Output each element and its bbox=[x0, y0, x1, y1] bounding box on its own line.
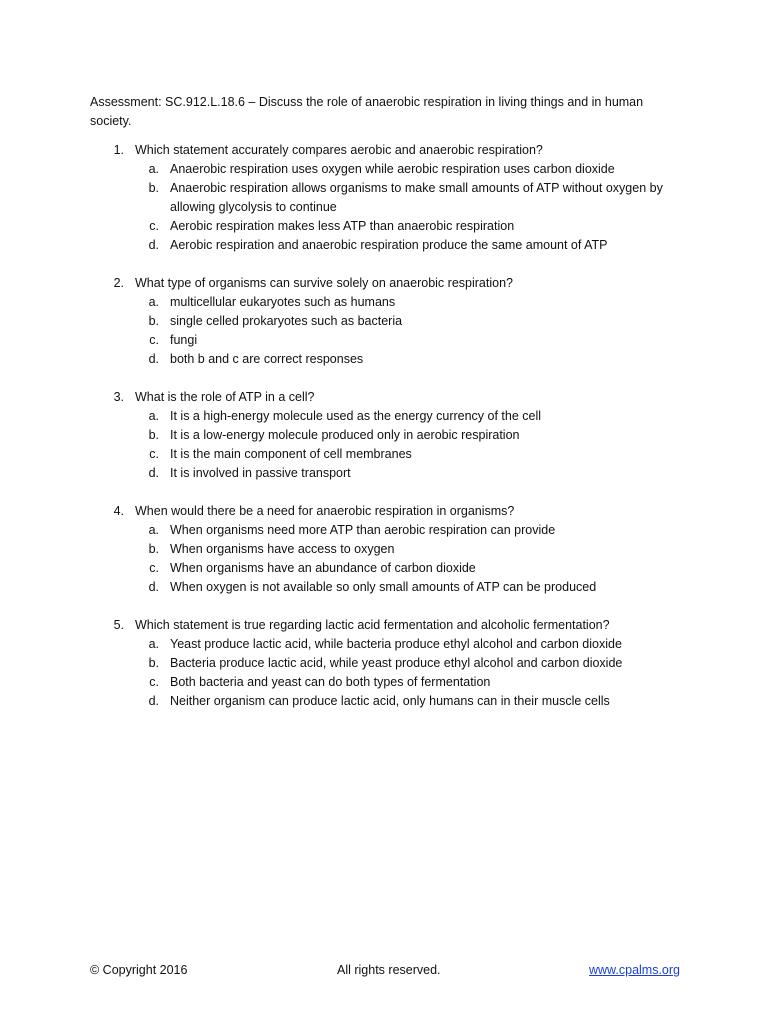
option-d bbox=[90, 464, 690, 483]
option-list bbox=[90, 160, 690, 255]
option-text: When organisms have an abundance of carbon dioxide bbox=[170, 561, 476, 575]
question-number: 4. bbox=[113, 504, 124, 518]
question-number: 1. bbox=[113, 143, 124, 157]
option-b bbox=[90, 654, 690, 673]
website-link[interactable]: www.cpalms.org bbox=[589, 963, 680, 977]
option-d bbox=[90, 578, 690, 597]
option-letter: d. bbox=[148, 580, 159, 594]
option-letter: a. bbox=[148, 523, 159, 537]
question-2 bbox=[90, 274, 690, 369]
option-list bbox=[90, 521, 690, 597]
option-list bbox=[90, 635, 690, 711]
option-letter: a. bbox=[148, 637, 159, 651]
option-letter: c. bbox=[149, 219, 159, 233]
option-a bbox=[90, 160, 690, 179]
option-text: Anaerobic respiration uses oxygen while aerobic respiration uses carbon dioxide bbox=[170, 162, 615, 176]
option-list bbox=[90, 407, 690, 483]
option-c bbox=[90, 331, 690, 350]
option-letter: b. bbox=[148, 656, 159, 670]
option-letter: b. bbox=[148, 542, 159, 556]
option-letter: d. bbox=[148, 466, 159, 480]
option-list bbox=[90, 293, 690, 369]
option-b bbox=[90, 426, 690, 445]
option-text: When oxygen is not available so only small amounts of ATP can be produced bbox=[170, 580, 597, 594]
question-1 bbox=[90, 141, 690, 255]
option-text: When organisms need more ATP than aerobic respiration can provide bbox=[170, 523, 556, 537]
option-text: fungi bbox=[170, 333, 198, 347]
option-c bbox=[90, 217, 690, 236]
option-letter: b. bbox=[148, 428, 159, 442]
option-text: It is a high-energy molecule used as the energy currency of the cell bbox=[170, 409, 542, 423]
question-number: 2. bbox=[113, 276, 124, 290]
option-text: Bacteria produce lactic acid, while yeast produce ethyl alcohol and carbon dioxide bbox=[170, 656, 623, 670]
option-a bbox=[90, 635, 690, 654]
option-a bbox=[90, 521, 690, 540]
option-c bbox=[90, 673, 690, 692]
option-letter: d. bbox=[148, 238, 159, 252]
question-text: Which statement accurately compares aerobic and anaerobic respiration? bbox=[135, 143, 543, 157]
option-text: It is involved in passive transport bbox=[170, 466, 351, 480]
option-a bbox=[90, 407, 690, 426]
option-text: multicellular eukaryotes such as humans bbox=[170, 295, 396, 309]
option-letter: c. bbox=[149, 447, 159, 461]
option-text: Aerobic respiration and anaerobic respiration produce the same amount of ATP bbox=[170, 238, 608, 252]
option-d bbox=[90, 236, 690, 255]
question-number: 3. bbox=[113, 390, 124, 404]
option-text: Anaerobic respiration allows organisms to make small amounts of ATP without oxygen by allowing glycolysis to continue bbox=[170, 181, 663, 214]
option-text: Yeast produce lactic acid, while bacteria produce ethyl alcohol and carbon dioxide bbox=[170, 637, 622, 651]
option-b bbox=[90, 179, 690, 217]
question-3 bbox=[90, 388, 690, 483]
question-number: 5. bbox=[113, 618, 124, 632]
question-4 bbox=[90, 502, 690, 597]
option-letter: d. bbox=[148, 352, 159, 366]
option-b bbox=[90, 540, 690, 559]
option-letter: c. bbox=[149, 333, 159, 347]
option-letter: a. bbox=[148, 162, 159, 176]
option-letter: b. bbox=[148, 314, 159, 328]
option-d bbox=[90, 692, 690, 711]
option-d bbox=[90, 350, 690, 369]
option-letter: d. bbox=[148, 694, 159, 708]
question-text: What is the role of ATP in a cell? bbox=[135, 390, 315, 404]
option-letter: c. bbox=[149, 675, 159, 689]
option-c bbox=[90, 445, 690, 464]
option-text: Neither organism can produce lactic acid, only humans can in their muscle cells bbox=[170, 694, 610, 708]
copyright-text: © Copyright 2016 bbox=[90, 963, 188, 977]
question-list bbox=[90, 141, 690, 730]
option-text: It is a low-energy molecule produced only in aerobic respiration bbox=[170, 428, 520, 442]
option-text: When organisms have access to oxygen bbox=[170, 542, 395, 556]
option-b bbox=[90, 312, 690, 331]
option-text: both b and c are correct responses bbox=[170, 352, 364, 366]
option-a bbox=[90, 293, 690, 312]
question-text: What type of organisms can survive solely on anaerobic respiration? bbox=[135, 276, 513, 290]
rights-text: All rights reserved. bbox=[337, 963, 441, 977]
option-text: It is the main component of cell membranes bbox=[170, 447, 412, 461]
option-letter: a. bbox=[148, 295, 159, 309]
option-text: Aerobic respiration makes less ATP than anaerobic respiration bbox=[170, 219, 515, 233]
option-letter: a. bbox=[148, 409, 159, 423]
question-5 bbox=[90, 616, 690, 711]
option-letter: b. bbox=[148, 181, 159, 195]
option-text: single celled prokaryotes such as bacteria bbox=[170, 314, 403, 328]
option-letter: c. bbox=[149, 561, 159, 575]
option-text: Both bacteria and yeast can do both types of fermentation bbox=[170, 675, 491, 689]
question-text: When would there be a need for anaerobic respiration in organisms? bbox=[135, 504, 515, 518]
page-footer bbox=[90, 961, 680, 980]
option-c bbox=[90, 559, 690, 578]
question-text: Which statement is true regarding lactic acid fermentation and alcoholic fermentation? bbox=[135, 618, 610, 632]
assessment-header: Assessment: SC.912.L.18.6 – Discuss the role of anaerobic respiration in living things and in human society. bbox=[90, 95, 644, 128]
